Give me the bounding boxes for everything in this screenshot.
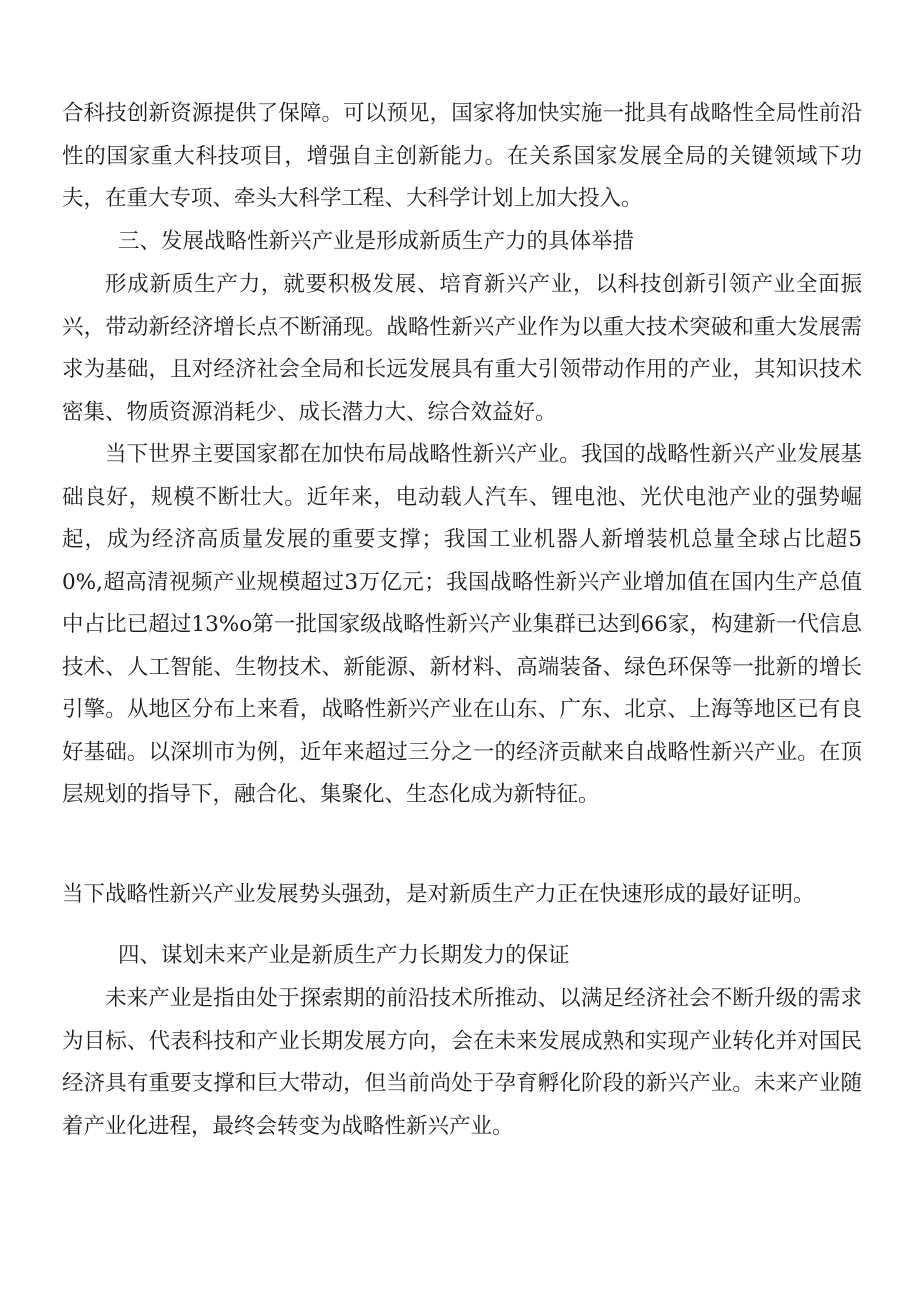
- paragraph-future-industries: 未来产业是指由处于探索期的前沿技术所推动、以满足经济社会不断升级的需求为目标、代表科技和产业长期发展方向，会在未来发展成熟和实现产业转化并对国民经济具有重要支撑和巨大带动，但当前尚处于孕育孵化阶段的新兴产业。未来产业随着产业化进程，最终会转变为战略性新兴产业。: [62, 986, 862, 1139]
- paragraph-summary: 当下战略性新兴产业发展势头强劲，是对新质生产力正在快速形成的最好证明。: [62, 882, 815, 907]
- paragraph-new-productivity: 形成新质生产力，就要积极发展、培育新兴产业，以科技创新引领产业全面振兴，带动新经济增长点不断涌现。战略性新兴产业作为以重大技术突破和重大发展需求为基础，且对经济社会全局和长远发展具有重大引领带动作用的产业，其知识技术密集、物质资源消耗少、成长潜力大、综合效益好。: [62, 272, 862, 425]
- section-heading-four: 四、谋划未来产业是新质生产力长期发力的保证: [118, 943, 570, 968]
- section-heading-three: 三、发展战略性新兴产业是形成新质生产力的具体举措: [118, 229, 635, 254]
- paragraph-continuation: 合科技创新资源提供了保障。可以预见，国家将加快实施一批具有战略性全局性前沿性的国家重大科技项目，增强自主创新能力。在关系国家发展全局的关键领域下功夫，在重大专项、牵头大科学工程、大科学计划上加大投入。: [62, 101, 862, 211]
- paragraph-strategic-industries: 当下世界主要国家都在加快布局战略性新兴产业。我国的战略性新兴产业发展基础良好，规模不断壮大。近年来，电动载人汽车、锂电池、光伏电池产业的强势崛起，成为经济高质量发展的重要支撑；我国工业机器人新增装机总量全球占比超50%,超高清视频产业规模超过3万亿元；我国战略性新兴产业增加值在国内生产总值中占比已超过13%o第一批国家级战略性新兴产业集群已达到66家，构建新一代信息技术、人工智能、生物技术、新能源、新材料、高端装备、绿色环保等一批新的增长引擎。从地区分布上来看，战略性新兴产业在山东、广东、北京、上海等地区已有良好基础。以深圳市为例，近年来超过三分之一的经济贡献来自战略性新兴产业。在顶层规划的指导下，融合化、集聚化、生态化成为新特征。: [62, 442, 862, 807]
